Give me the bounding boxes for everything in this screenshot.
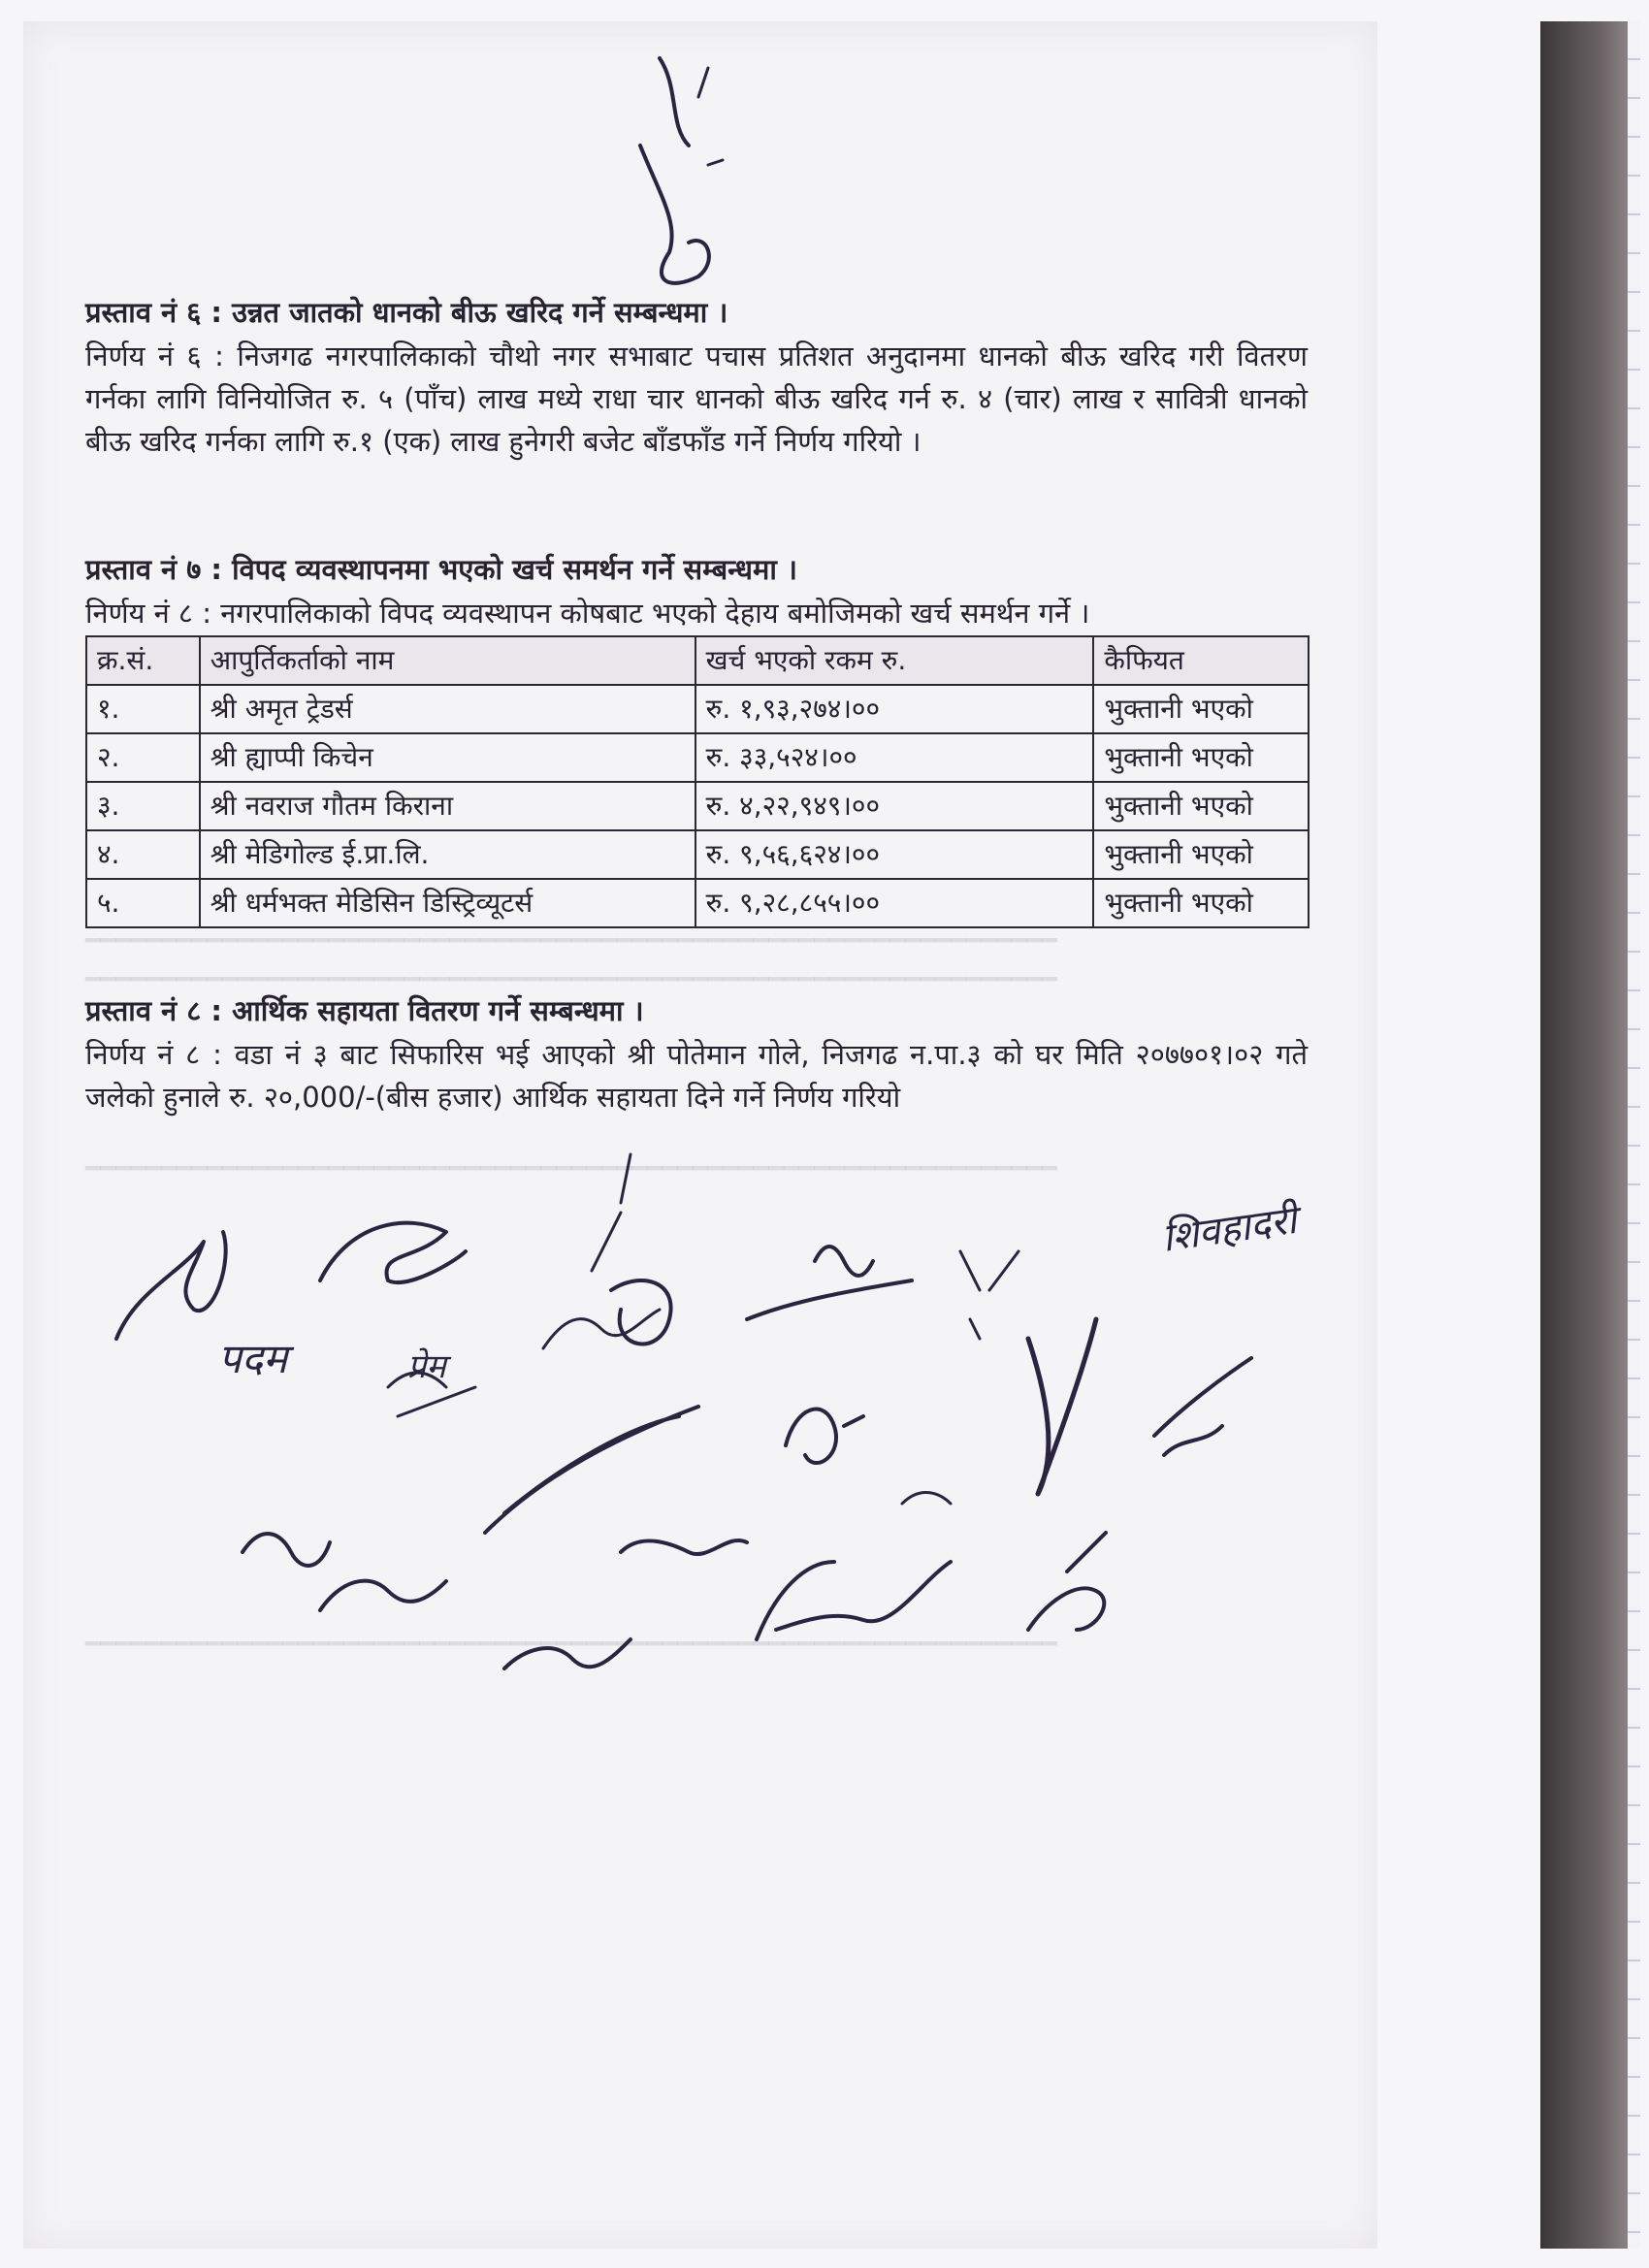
- cell-remark: भुक्तानी भएको: [1093, 733, 1309, 782]
- table-row: [86, 685, 1309, 733]
- cell-amount: रु. ४,२२,९४९।००: [695, 782, 1094, 830]
- decision-7-text: निर्णय नं ८ : नगरपालिकाको विपद व्यवस्थापन कोषबाट भएको देहाय बमोजिमको खर्च समर्थन गर्ने ।: [85, 597, 1090, 630]
- bleed-through-text: ━━━━━━━━━━━━━━━━━━━━━━━━━━━━━━━━━━━━━━━━━━━━━━━━━━━━━━━━━━━━━━━━: [85, 965, 1057, 994]
- signature-prem: प्रेम: [407, 1347, 446, 1386]
- decision-6-text: निर्णय नं ६ : निजगढ नगरपालिकाको चौथो नगर सभाबाट पचास प्रतिशत अनुदानमा धानको बीऊ खरिद गरी वितरण गर्नका लागि विनियोजित रु. ५ (पाँच) लाख मध्ये राधा चार धानको बीऊ खरिद गर्न रु. ४ (चार) लाख र सावित्री धानको बीऊ खरिद गर्नका लागि रु.१ (एक) लाख हुनेगरी बजेट बाँडफाँड गर्ने निर्णय गरियो ।: [85, 340, 1308, 458]
- cell-supplier: श्री धर्मभक्त मेडिसिन डिस्ट्रिव्यूटर्स: [200, 879, 695, 927]
- proposal-8-heading: प्रस्ताव नं ८ : आर्थिक सहायता वितरण गर्ने सम्बन्धमा ।: [85, 994, 644, 1027]
- cell-amount: रु. ३३,५२४।००: [695, 733, 1094, 782]
- signature-shiv: शिवहादरी: [1158, 1197, 1300, 1261]
- proposal-7-heading: प्रस्ताव नं ७ : विपद व्यवस्थापनमा भएको खर्च समर्थन गर्ने सम्बन्धमा ।: [85, 553, 797, 586]
- bleed-through-text: ━━━━━━━━━━━━━━━━━━━━━━━━━━━━━━━━━━━━━━━━━━━━━━━━━━━━━━━━━━━━━━━━: [85, 1154, 1057, 1183]
- bleed-through-text: ━━━━━━━━━━━━━━━━━━━━━━━━━━━━━━━━━━━━━━━━━━━━━━━━━━━━━━━━━━━━━━━━: [85, 926, 1057, 956]
- cell-supplier: श्री मेडिगोल्ड ई.प्रा.लि.: [200, 830, 695, 879]
- header-sn: क्र.सं.: [86, 636, 200, 685]
- table-row: [86, 830, 1309, 879]
- cell-sn: १.: [86, 685, 200, 733]
- cell-sn: ३.: [86, 782, 200, 830]
- cell-amount: रु. १,९३,२७४।००: [695, 685, 1094, 733]
- header-remark: कैफियत: [1093, 636, 1309, 685]
- cell-supplier: श्री ह्याप्पी किचेन: [200, 733, 695, 782]
- proposal-6-heading: प्रस्ताव नं ६ : उन्नत जातको धानको बीऊ खरिद गर्ने सम्बन्धमा ।: [85, 296, 728, 329]
- table-row: [86, 879, 1309, 927]
- cell-remark: भुक्तानी भएको: [1093, 685, 1309, 733]
- signature-padam: पदम: [218, 1335, 288, 1382]
- cell-amount: रु. ९,५६,६२४।००: [695, 830, 1094, 879]
- header-amount: खर्च भएको रकम रु.: [695, 636, 1094, 685]
- book-spine-shadow: [1540, 21, 1628, 2249]
- cell-supplier: श्री नवराज गौतम किराना: [200, 782, 695, 830]
- cell-supplier: श्री अमृत ट्रेडर्स: [200, 685, 695, 733]
- cell-remark: भुक्तानी भएको: [1093, 830, 1309, 879]
- cell-sn: ५.: [86, 879, 200, 927]
- cell-remark: भुक्तानी भएको: [1093, 782, 1309, 830]
- header-supplier: आपुर्तिकर्ताको नाम: [200, 636, 695, 685]
- table-header-row: [86, 636, 1309, 685]
- expense-table: [85, 635, 1310, 928]
- table-row: [86, 733, 1309, 782]
- cell-remark: भुक्तानी भएको: [1093, 879, 1309, 927]
- cell-amount: रु. ९,२८,८५५।००: [695, 879, 1094, 927]
- cell-sn: ४.: [86, 830, 200, 879]
- table-row: [86, 782, 1309, 830]
- bleed-through-text: ━━━━━━━━━━━━━━━━━━━━━━━━━━━━━━━━━━━━━━━━━━━━━━━━━━━━━━━━━━━━━━━━: [85, 1630, 1057, 1659]
- decision-8-text: निर्णय नं ८ : वडा नं ३ बाट सिफारिस भई आएको श्री पोतेमान गोले, निजगढ न.पा.३ को घर मिति २०७७०१।०२ गते जलेको हुनाले रु. २०,000/-(बीस हजार) आर्थिक सहायता दिने गर्ने निर्णय गरियो: [85, 1038, 1308, 1114]
- cell-sn: २.: [86, 733, 200, 782]
